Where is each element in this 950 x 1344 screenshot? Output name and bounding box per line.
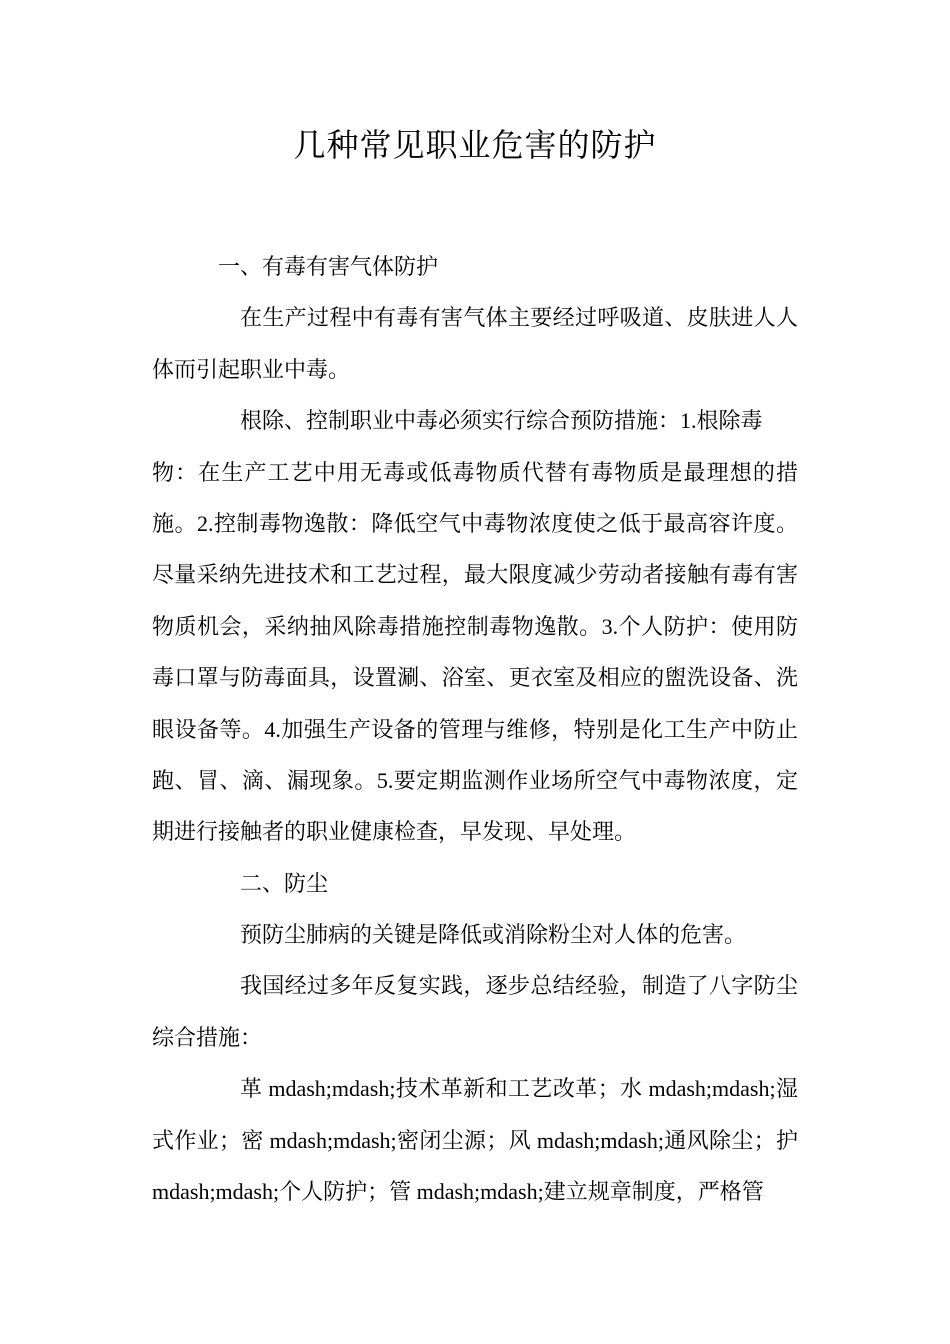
paragraph-line: 眼设备等。4.加强生产设备的管理与维修，特别是化工生产中防止 xyxy=(152,716,798,742)
document-title: 几种常见职业危害的防护 xyxy=(293,127,657,163)
paragraph-line: 根除、控制职业中毒必须实行综合预防措施：1.根除毒 xyxy=(240,408,763,434)
paragraph-line: 物：在生产工艺中用无毒或低毒物质代替有毒物质是最理想的措 xyxy=(152,459,798,485)
paragraph-line: 综合措施： xyxy=(152,1024,263,1050)
paragraph-line: 尽量采纳先进技术和工艺过程，最大限度减少劳动者接触有毒有害 xyxy=(152,562,798,588)
paragraph-line: 在生产过程中有毒有害气体主要经过呼吸道、皮肤进人人 xyxy=(240,305,798,331)
paragraph-line: 预防尘肺病的关键是降低或消除粉尘对人体的危害。 xyxy=(240,922,747,948)
paragraph-line: 革 mdash;mdash;技术革新和工艺改革；水 mdash;mdash;湿 xyxy=(240,1076,798,1102)
document-body xyxy=(152,241,798,1217)
paragraph-line: 施。2.控制毒物逸散：降低空气中毒物浓度使之低于最高容许度。 xyxy=(152,510,798,536)
paragraph-line: 毒口罩与防毒面具，设置涮、浴室、更衣室及相应的盥洗设备、洗 xyxy=(152,665,798,691)
paragraph-line: 式作业；密 mdash;mdash;密闭尘源；风 mdash;mdash;通风除尘；护 xyxy=(152,1127,798,1153)
paragraph-line: 期进行接触者的职业健康检查，早发现、早处理。 xyxy=(152,819,637,845)
section-heading-toxic-gas: 一、有毒有害气体防护 xyxy=(218,254,439,279)
paragraph-line: 跑、冒、滴、漏现象。5.要定期监测作业场所空气中毒物浓度，定 xyxy=(152,767,798,793)
paragraph-line: mdash;mdash;个人防护；管 mdash;mdash;建立规章制度，严格管 xyxy=(152,1179,764,1205)
paragraph-line: 体而引起职业中毒。 xyxy=(152,356,351,382)
paragraph-line: 物质机会，采纳抽风除毒措施控制毒物逸散。3.个人防护：使用防 xyxy=(152,613,798,639)
paragraph-line: 我国经过多年反复实践，逐步总结经验，制造了八字防尘 xyxy=(240,973,798,999)
section-heading-dust: 二、防尘 xyxy=(240,870,329,896)
